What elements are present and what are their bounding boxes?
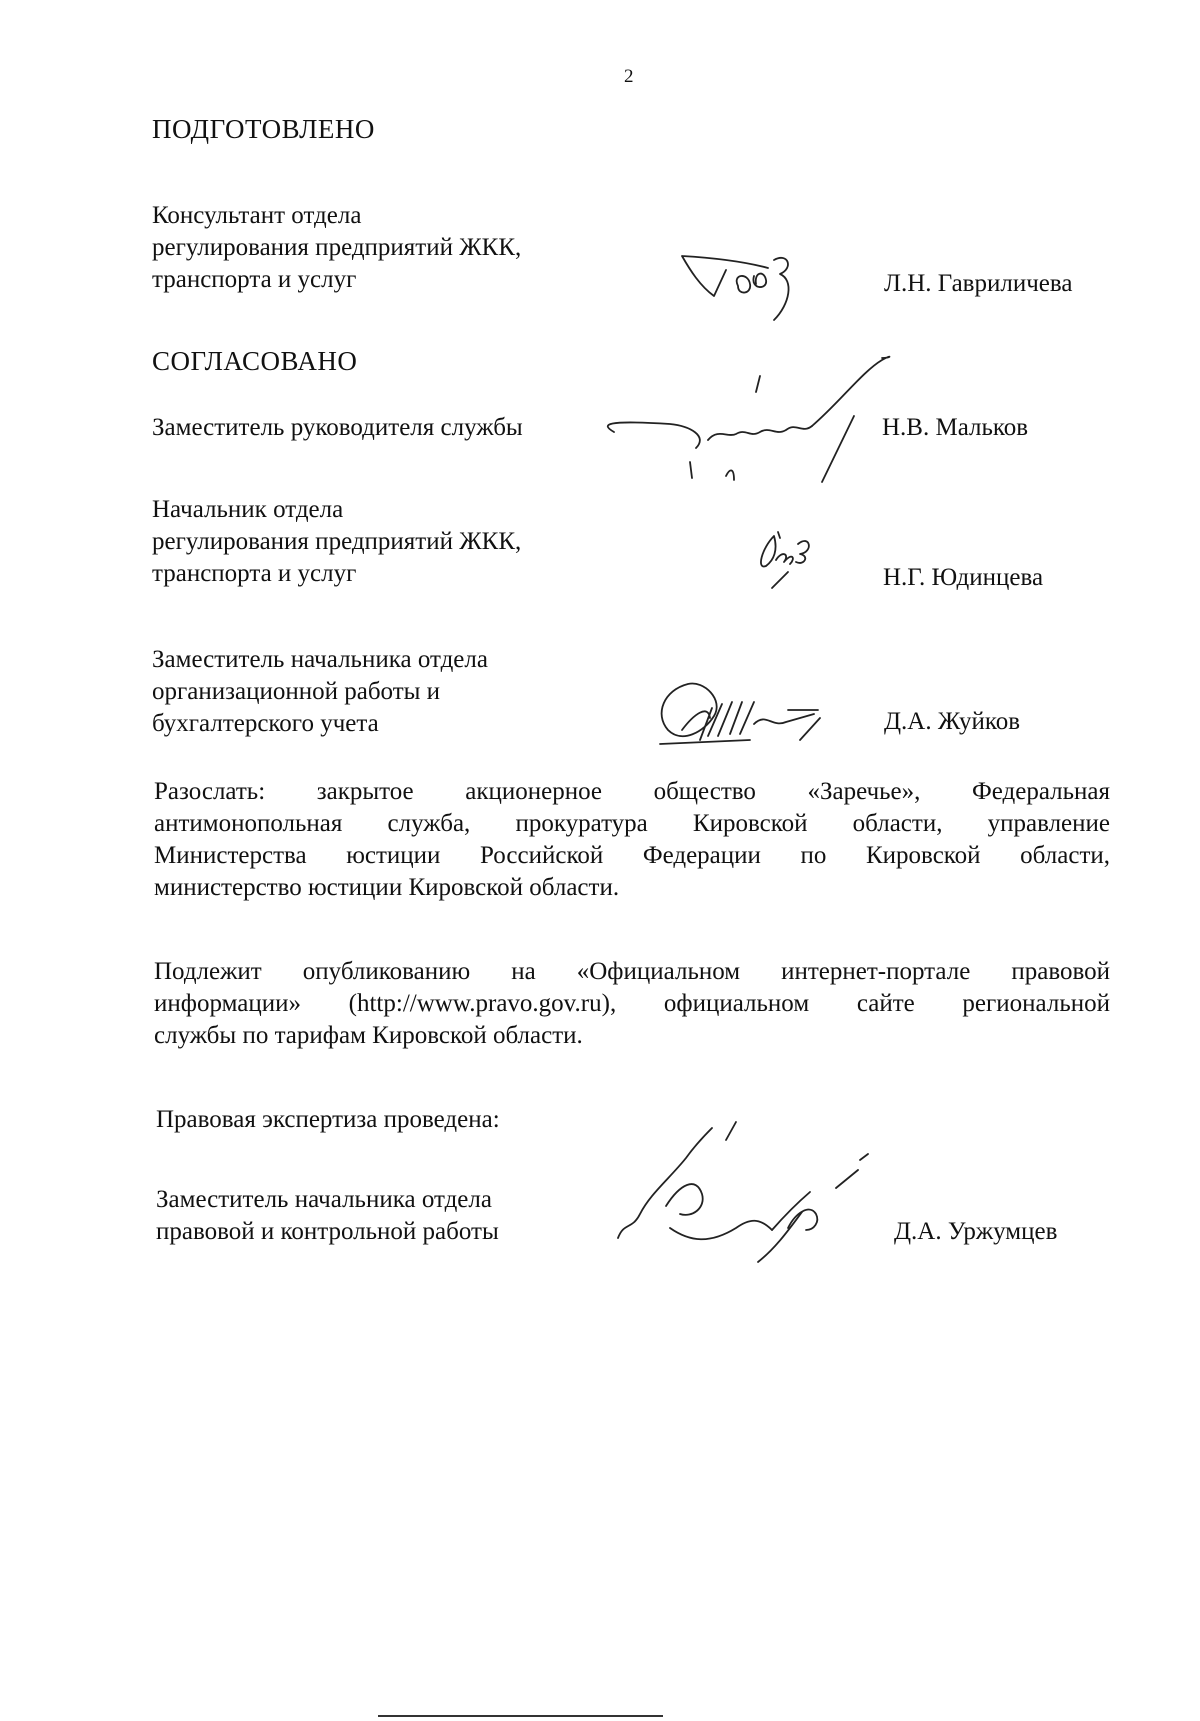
bottom-rule: [378, 1715, 663, 1717]
signature-malkov: [600, 352, 940, 512]
signer-3-position-line-2: организационной работы и: [152, 678, 441, 705]
legal-review-signer-name: Д.А. Уржумцев: [894, 1218, 1058, 1245]
signer-2-position-line-2: регулирования предприятий ЖКК,: [152, 528, 522, 555]
signer-1-name: Н.В. Мальков: [882, 414, 1029, 441]
distribution-line-2: антимонопольная служба, прокуратура Кировской области, управление: [154, 810, 1110, 837]
signature-urzhumtsev: [610, 1118, 930, 1268]
legal-review-position-line-1: Заместитель начальника отдела: [156, 1186, 492, 1213]
prepared-position-line-3: транспорта и услуг: [152, 266, 357, 293]
signature-yudintseva: [752, 528, 832, 598]
signer-2-name: Н.Г. Юдинцева: [883, 564, 1044, 591]
legal-review-position-line-2: правовой и контрольной работы: [156, 1218, 499, 1245]
distribution-line-3: Министерства юстиции Российской Федерации по Кировской области,: [154, 842, 1110, 869]
signer-2-position-line-1: Начальник отдела: [152, 496, 344, 523]
prepared-position-line-2: регулирования предприятий ЖКК,: [152, 234, 522, 261]
publication-line-2: информации» (http://www.pravo.gov.ru), официальном сайте региональной: [154, 990, 1110, 1017]
publication-line-1: Подлежит опубликованию на «Официальном интернет-портале правовой: [154, 958, 1110, 985]
distribution-line-1: Разослать: закрытое акционерное общество «Заречье», Федеральная: [154, 778, 1110, 805]
page-number: 2: [624, 66, 634, 87]
agreed-heading: СОГЛАСОВАНО: [152, 346, 358, 376]
publication-paragraph: [154, 956, 1110, 1052]
signer-3-position-line-1: Заместитель начальника отдела: [152, 646, 488, 673]
signature-gavrilicheva: [676, 246, 836, 326]
publication-line-3: службы по тарифам Кировской области.: [154, 1022, 583, 1049]
signer-3-name: Д.А. Жуйков: [884, 708, 1021, 735]
prepared-heading: ПОДГОТОВЛЕНО: [152, 114, 375, 144]
distribution-line-4: министерство юстиции Кировской области.: [154, 874, 620, 901]
signer-3-position-line-3: бухгалтерского учета: [152, 710, 379, 737]
prepared-signer-name: Л.Н. Гавриличева: [884, 270, 1073, 297]
distribution-paragraph: [154, 776, 1110, 904]
signer-1-position-line-1: Заместитель руководителя службы: [152, 414, 523, 441]
signature-zhuikov: [654, 674, 894, 754]
signer-2-position-line-3: транспорта и услуг: [152, 560, 357, 587]
prepared-position-line-1: Консультант отдела: [152, 202, 362, 229]
legal-review-heading: Правовая экспертиза проведена:: [156, 1106, 500, 1133]
